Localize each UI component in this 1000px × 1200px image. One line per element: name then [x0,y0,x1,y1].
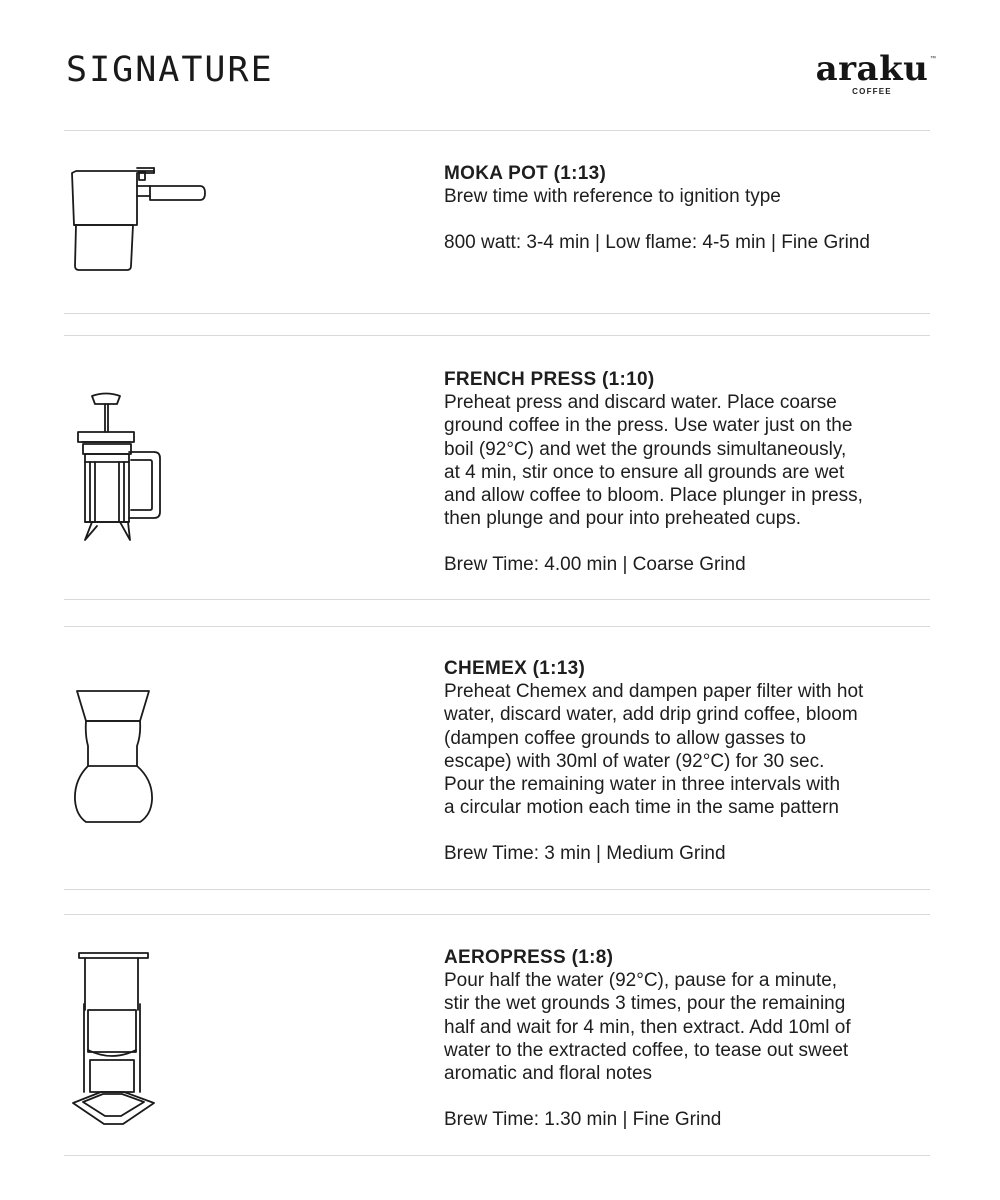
page-title: SIGNATURE [66,50,274,90]
method-text [444,368,944,577]
brand-trademark: ™ [930,56,936,62]
method-description: Pour half the water (92°C), pause for a minute, stir the wet grounds 3 times, pour the remaining half and wait for 4 min, then extract. Add 10ml of water to the extracted coffee, to tease out sweet aromatic and floral notes [444,970,851,1085]
method-text [444,946,944,1131]
divider [64,130,930,131]
french-press-icon [60,388,175,548]
method-heading: FRENCH PRESS (1:10) [444,369,655,390]
method-brew-info: 800 watt: 3-4 min | Low flame: 4-5 min | Fine Grind [444,232,870,254]
divider [64,599,930,600]
method-heading: AEROPRESS (1:8) [444,947,614,968]
method-text [444,162,944,255]
brand-name: araku [815,49,929,89]
chemex-icon [60,688,170,828]
method-brew-info: Brew Time: 4.00 min | Coarse Grind [444,554,746,576]
method-brew-info: Brew Time: 3 min | Medium Grind [444,843,726,865]
brand-subtitle: COFFEE [852,87,892,96]
divider [64,626,930,627]
method-heading: MOKA POT (1:13) [444,163,607,184]
method-description: Preheat Chemex and dampen paper filter with hot water, discard water, add drip grind coffee, bloom (dampen coffee grounds to allow gasses to escape) with 30ml of water (92°C) for 30 sec. Pour the remaining water in three intervals with a circular motion each time in the same pattern [444,681,864,819]
method-text [444,657,944,866]
divider [64,1155,930,1156]
brand-logo [812,49,936,96]
aeropress-icon [60,948,170,1128]
method-brew-info: Brew Time: 1.30 min | Fine Grind [444,1109,722,1131]
divider [64,914,930,915]
moka-pot-icon [60,162,220,277]
method-description: Brew time with reference to ignition type [444,186,781,208]
divider [64,313,930,314]
method-description: Preheat press and discard water. Place coarse ground coffee in the press. Use water just on the boil (92°C) and wet the grounds simultaneously, at 4 min, stir once to ensure all grounds are wet and allow coffee to bloom. Place plunger in press, then plunge and pour into preheated cups. [444,392,863,530]
divider [64,889,930,890]
method-heading: CHEMEX (1:13) [444,658,586,679]
divider [64,335,930,336]
